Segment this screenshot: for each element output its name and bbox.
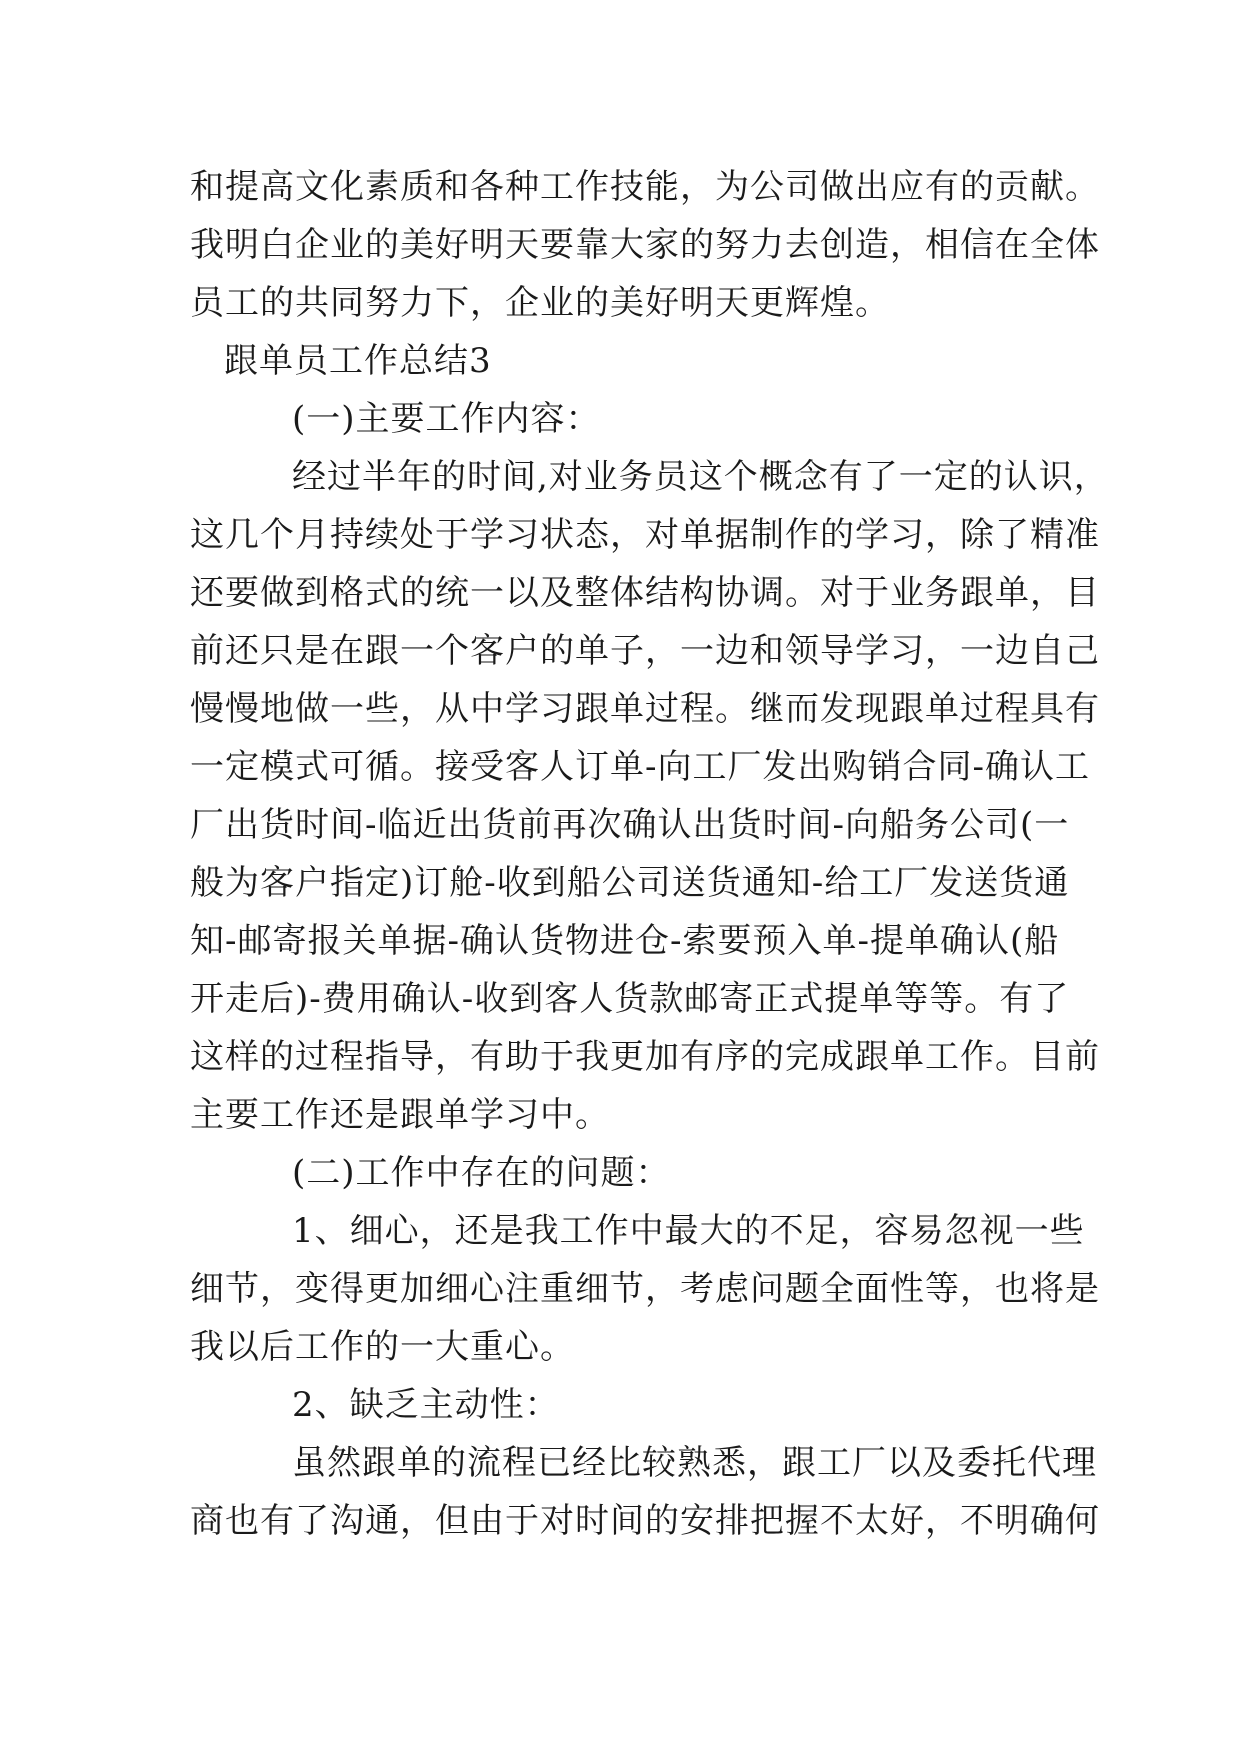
text-line: 这样的过程指导，有助于我更加有序的完成跟单工作。目前: [190, 1037, 1100, 1077]
text-line: 员工的共同努力下，企业的美好明天更辉煌。: [190, 283, 890, 323]
section-heading: 跟单员工作总结3: [224, 341, 492, 381]
subsection-heading: (二)工作中存在的问题：: [292, 1153, 671, 1193]
text-line: 细节，变得更加细心注重细节，考虑问题全面性等，也将是: [190, 1269, 1100, 1309]
text-line: 和提高文化素质和各种工作技能，为公司做出应有的贡献。: [190, 167, 1100, 207]
text-line: 厂出货时间-临近出货前再次确认出货时间-向船务公司(一: [190, 805, 1070, 845]
text-line: 这几个月持续处于学习状态，对单据制作的学习，除了精准: [190, 515, 1100, 555]
list-item-heading: 2、缺乏主动性：: [292, 1385, 560, 1425]
text-line: 经过半年的时间,对业务员这个概念有了一定的认识，: [292, 457, 1109, 497]
text-line: 商也有了沟通，但由于对时间的安排把握不太好，不明确何: [190, 1501, 1100, 1541]
text-line: 慢慢地做一些，从中学习跟单过程。继而发现跟单过程具有: [190, 689, 1100, 729]
text-line: 虽然跟单的流程已经比较熟悉，跟工厂以及委托代理: [292, 1443, 1097, 1483]
text-line: 一定模式可循。接受客人订单-向工厂发出购销合同-确认工: [190, 747, 1090, 787]
text-line: 主要工作还是跟单学习中。: [190, 1095, 610, 1135]
text-line: 还要做到格式的统一以及整体结构协调。对于业务跟单，目: [190, 573, 1100, 613]
text-line: 前还只是在跟一个客户的单子，一边和领导学习，一边自己: [190, 631, 1100, 671]
subsection-heading: (一)主要工作内容：: [292, 399, 601, 439]
text-line: 知-邮寄报关单据-确认货物进仓-索要预入单-提单确认(船: [190, 921, 1060, 961]
text-line: 我明白企业的美好明天要靠大家的努力去创造，相信在全体: [190, 225, 1100, 265]
text-line: 1、细心，还是我工作中最大的不足，容易忽视一些: [292, 1211, 1085, 1251]
text-line: 我以后工作的一大重心。: [190, 1327, 575, 1367]
text-line: 般为客户指定)订舱-收到船公司送货通知-给工厂发送货通: [190, 863, 1070, 903]
document-body: [190, 158, 1109, 1550]
text-line: 开走后)-费用确认-收到客人货款邮寄正式提单等等。有了: [190, 979, 1070, 1019]
